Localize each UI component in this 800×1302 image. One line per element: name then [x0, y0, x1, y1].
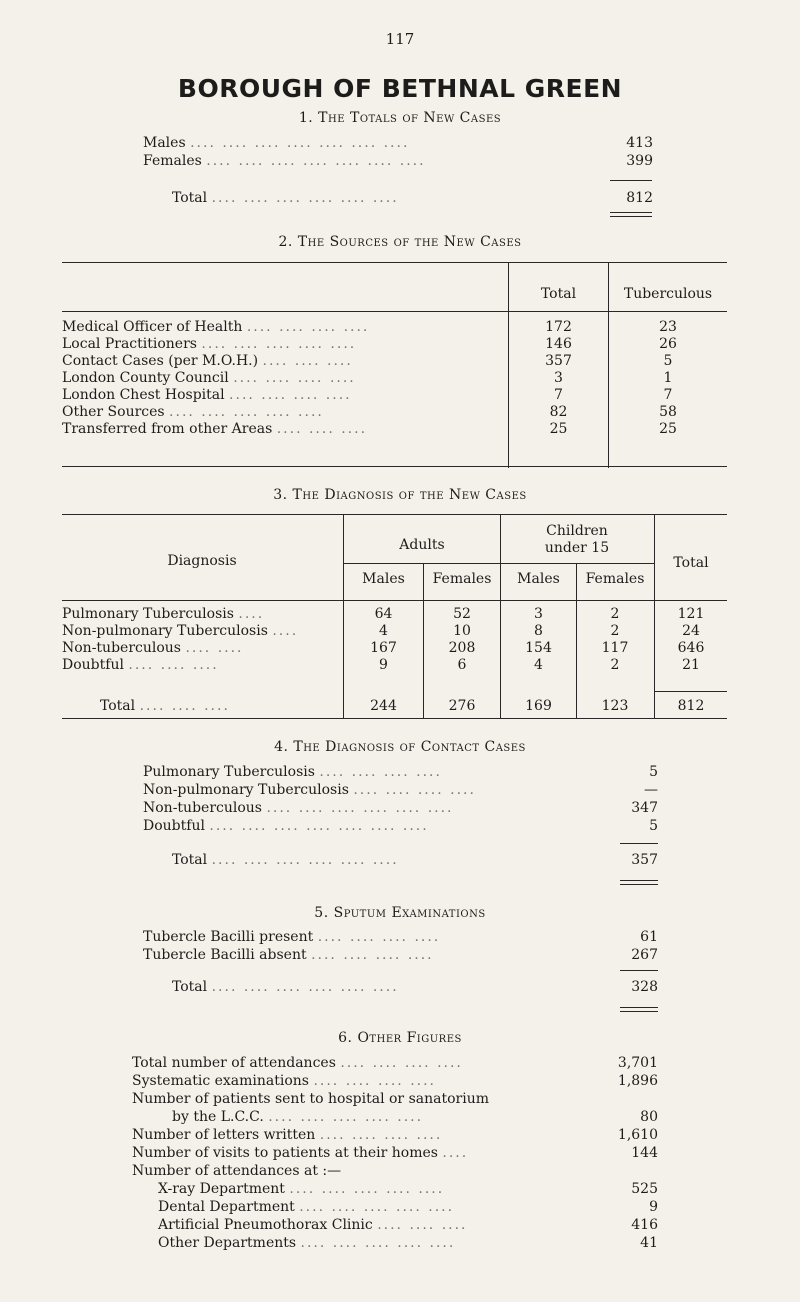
s2-cell-tuberculous: 26: [659, 336, 677, 352]
s2-cell-total: 3: [554, 370, 563, 386]
s3-cell-am: 9: [379, 657, 388, 673]
s2-row-label: Other Sources: [62, 404, 165, 420]
s3-row: Pulmonary Tuberculosis ....: [62, 606, 265, 622]
s3-cell-cm: 8: [534, 623, 543, 639]
s1-total-label: Total: [172, 190, 208, 206]
s2-row: Transferred from other Areas .... .... ....: [62, 421, 368, 437]
s4-row-label: Doubtful: [143, 818, 205, 834]
s2-cell-total: 25: [549, 421, 568, 437]
s3-row-label: Non-tuberculous: [62, 640, 181, 656]
s6-row-value: 525: [631, 1181, 658, 1197]
s3-cell-cf: 2: [610, 623, 620, 639]
s2-row: Other Sources .... .... .... .... ....: [62, 404, 324, 420]
s3-cell-total: 121: [677, 606, 705, 622]
s2-row-label: Local Practitioners: [62, 336, 197, 352]
s4-row: Non-pulmonary Tuberculosis .... .... .... .... —: [143, 782, 658, 798]
s3-cell-cf: 2: [610, 606, 620, 622]
s5-row-label: Tubercle Bacilli absent: [143, 947, 307, 963]
s1-double-rule: [610, 212, 652, 217]
s1-row-males: Males .... .... .... .... .... .... .... 413: [143, 135, 653, 151]
s4-row-label: Non-tuberculous: [143, 800, 262, 816]
s2-cell-total: 82: [549, 404, 568, 420]
s2-row-label: London County Council: [62, 370, 229, 386]
s4-row: Doubtful .... .... .... .... .... .... .... 5: [143, 818, 658, 834]
s3-col-adult-females: Females: [432, 571, 492, 587]
s2-row: Local Practitioners .... .... .... .... ....: [62, 336, 357, 352]
s3-col-adult-males: Males: [362, 571, 405, 587]
s2-row: London Chest Hospital .... .... .... ....: [62, 387, 352, 403]
s2-cell-tuberculous: 7: [663, 387, 673, 403]
s3-cell-cm: 3: [534, 606, 543, 622]
s6-row: Number of visits to patients at their homes .... 144: [132, 1145, 658, 1161]
s3-row: Non-tuberculous .... ....: [62, 640, 244, 656]
s3-col-total-header: Total: [673, 555, 709, 571]
s6-row-label: X-ray Department: [158, 1181, 285, 1197]
s5-row: Tubercle Bacilli present .... .... .... .... 61: [143, 929, 658, 945]
s1-row-label: Females: [143, 153, 202, 169]
s5-row-value: 61: [640, 929, 658, 945]
s2-row: Medical Officer of Health .... .... .... ....: [62, 319, 370, 335]
s6-row-label: Total number of attendances: [132, 1055, 336, 1071]
s6-row: Dental Department .... .... .... .... .... 9: [158, 1199, 658, 1215]
s2-row: London County Council .... .... .... ....: [62, 370, 356, 386]
s3-row-label: Non-pulmonary Tuberculosis: [62, 623, 268, 639]
s3-total-sum-rule: [655, 691, 727, 692]
s3-header-rule: [62, 600, 727, 601]
s1-row-label: Males: [143, 135, 186, 151]
s4-row: Pulmonary Tuberculosis .... .... .... .... 5: [143, 764, 658, 780]
s2-row-label: Medical Officer of Health: [62, 319, 243, 335]
s3-cell-af: 10: [453, 623, 471, 639]
s6-row-value: 416: [631, 1217, 658, 1233]
s1-sum-rule: [610, 180, 652, 181]
s4-row: Non-tuberculous .... .... .... .... .... .... 347: [143, 800, 658, 816]
s4-row-label: Pulmonary Tuberculosis: [143, 764, 315, 780]
s2-col-tuberculous-header: Tuberculous: [623, 286, 713, 302]
section-5-heading: 5. Sputum Examinations: [314, 905, 486, 921]
s6-row-value: 9: [649, 1199, 658, 1215]
section-6-heading: 6. Other Figures: [338, 1030, 462, 1046]
s2-cell-total: 7: [554, 387, 563, 403]
s3-bottom-rule: [62, 718, 727, 719]
section-2-heading: 2. The Sources of the New Cases: [278, 234, 522, 250]
s6-row-label: by the L.C.C.: [172, 1109, 264, 1125]
s6-row-label: Number of letters written: [132, 1127, 316, 1143]
s3-cell-af: 6: [457, 657, 467, 673]
s4-row-value: 5: [649, 764, 658, 780]
s6-row-value: 1,896: [617, 1073, 658, 1089]
s2-top-rule: [62, 262, 727, 263]
s3-cell-am: 167: [370, 640, 397, 656]
s1-total-row: Total .... .... .... .... .... .... 812: [172, 190, 653, 206]
s6-row-value: 80: [640, 1109, 658, 1125]
s2-cell-tuberculous: 1: [663, 370, 673, 386]
s3-total-cell-am: 244: [370, 698, 397, 714]
s4-row-value: 5: [649, 818, 658, 834]
s6-row: Other Departments .... .... .... .... .... 41: [158, 1235, 658, 1251]
s6-row-label: Number of visits to patients at their homes: [132, 1145, 438, 1161]
s5-total-row: Total .... .... .... .... .... .... 328: [172, 979, 658, 995]
s6-row: by the L.C.C. .... .... .... .... .... 80: [172, 1109, 658, 1125]
s4-total-row: Total .... .... .... .... .... .... 357: [172, 852, 658, 868]
s6-row-label: Other Departments: [158, 1235, 297, 1251]
s3-cell-total: 646: [677, 640, 705, 656]
s3-col-diagnosis-header: Diagnosis: [167, 553, 237, 569]
s3-cell-cf: 2: [610, 657, 620, 673]
s6-row-value: 41: [640, 1235, 658, 1251]
s3-row-label: Doubtful: [62, 657, 124, 673]
s6-row: Artificial Pneumothorax Clinic .... .... .... 416: [158, 1217, 658, 1233]
s3-cell-total: 21: [682, 657, 700, 673]
s3-cell-am: 64: [374, 606, 393, 622]
s3-total-cell-total: 812: [677, 698, 705, 714]
s4-sum-rule: [620, 843, 658, 844]
s5-row: Tubercle Bacilli absent .... .... .... .... 267: [143, 947, 658, 963]
s3-row: Non-pulmonary Tuberculosis ....: [62, 623, 299, 639]
s4-total-label: Total: [172, 852, 208, 868]
s5-total-value: 328: [631, 979, 658, 995]
s1-row-value: 413: [626, 135, 653, 151]
s2-cell-total: 146: [545, 336, 572, 352]
s6-row-label: Number of attendances at :—: [132, 1163, 342, 1179]
s5-row-value: 267: [631, 947, 658, 963]
s3-total-cell-af: 276: [448, 698, 476, 714]
section-3-heading: 3. The Diagnosis of the New Cases: [273, 487, 527, 503]
s3-col-child-females: Females: [585, 571, 645, 587]
s4-row-label: Non-pulmonary Tuberculosis: [143, 782, 349, 798]
s3-subheader-rule: [344, 563, 654, 564]
s1-total-value: 812: [626, 190, 653, 206]
s3-total-row-label: Total: [100, 698, 136, 714]
s3-cell-cm: 4: [534, 657, 543, 673]
s6-row: Systematic examinations .... .... .... .... 1,896: [132, 1073, 658, 1089]
s2-row-label: Transferred from other Areas: [62, 421, 273, 437]
s6-row: Number of letters written .... .... .... .... 1,610: [132, 1127, 658, 1143]
s3-col-children-header-1: Children: [546, 523, 608, 539]
s6-row-label: Dental Department: [158, 1199, 295, 1215]
s6-row-label: Systematic examinations: [132, 1073, 309, 1089]
s3-total-cell-cf: 123: [601, 698, 629, 714]
s6-row-value: 1,610: [617, 1127, 658, 1143]
s3-cell-am: 4: [379, 623, 388, 639]
s1-row-value: 399: [626, 153, 653, 169]
s3-col-adults-header: Adults: [399, 537, 445, 553]
s2-cell-total: 357: [545, 353, 572, 369]
s6-row-label: Artificial Pneumothorax Clinic: [158, 1217, 373, 1233]
s3-row: Doubtful .... .... ....: [62, 657, 219, 673]
s3-cell-cf: 117: [601, 640, 629, 656]
s2-col-total-header: Total: [540, 286, 577, 302]
s6-row-value: 3,701: [617, 1055, 658, 1071]
s2-cell-total: 172: [545, 319, 572, 335]
s2-cell-tuberculous: 5: [663, 353, 673, 369]
s2-cell-tuberculous: 23: [659, 319, 677, 335]
s5-double-rule: [620, 1007, 658, 1012]
s3-top-rule: [62, 514, 727, 515]
s5-row-label: Tubercle Bacilli present: [143, 929, 314, 945]
page-number: 117: [385, 30, 415, 48]
s6-row: Total number of attendances .... .... .... .... 3,701: [132, 1055, 658, 1071]
s4-double-rule: [620, 880, 658, 885]
s6-row: [132, 1090, 662, 1108]
s4-total-value: 357: [631, 852, 658, 868]
page-title: BOROUGH OF BETHNAL GREEN: [177, 74, 623, 103]
s2-row-label: London Chest Hospital: [62, 387, 225, 403]
s2-bottom-rule: [62, 466, 727, 467]
s6-row-label: Number of patients sent to hospital or sanatorium: [132, 1091, 489, 1107]
s1-row-females: Females .... .... .... .... .... .... .... 399: [143, 153, 653, 169]
section-1-heading: 1. The Totals of New Cases: [298, 110, 502, 126]
s2-header-rule: [62, 311, 727, 312]
s6-row-value: 144: [631, 1145, 658, 1161]
s3-cell-cm: 154: [525, 640, 552, 656]
s3-total-row: Total .... .... ....: [100, 698, 230, 714]
s6-row: [132, 1162, 662, 1180]
s3-cell-total: 24: [682, 623, 700, 639]
s3-cell-af: 52: [453, 606, 471, 622]
s2-cell-tuberculous: 25: [659, 421, 677, 437]
s3-cell-af: 208: [448, 640, 476, 656]
s2-row-label: Contact Cases (per M.O.H.): [62, 353, 259, 369]
s3-row-label: Pulmonary Tuberculosis: [62, 606, 234, 622]
s5-total-label: Total: [172, 979, 208, 995]
s4-row-value: 347: [631, 800, 658, 816]
s3-col-child-males: Males: [517, 571, 560, 587]
s6-row: X-ray Department .... .... .... .... .... 525: [158, 1181, 658, 1197]
section-4-heading: 4. The Diagnosis of Contact Cases: [274, 739, 526, 755]
s3-total-cell-cm: 169: [525, 698, 552, 714]
s3-col-children-header-2: under 15: [544, 540, 610, 556]
s2-cell-tuberculous: 58: [659, 404, 677, 420]
s4-row-value: —: [644, 782, 658, 798]
s5-sum-rule: [620, 970, 658, 971]
s2-row: Contact Cases (per M.O.H.) .... .... ....: [62, 353, 353, 369]
